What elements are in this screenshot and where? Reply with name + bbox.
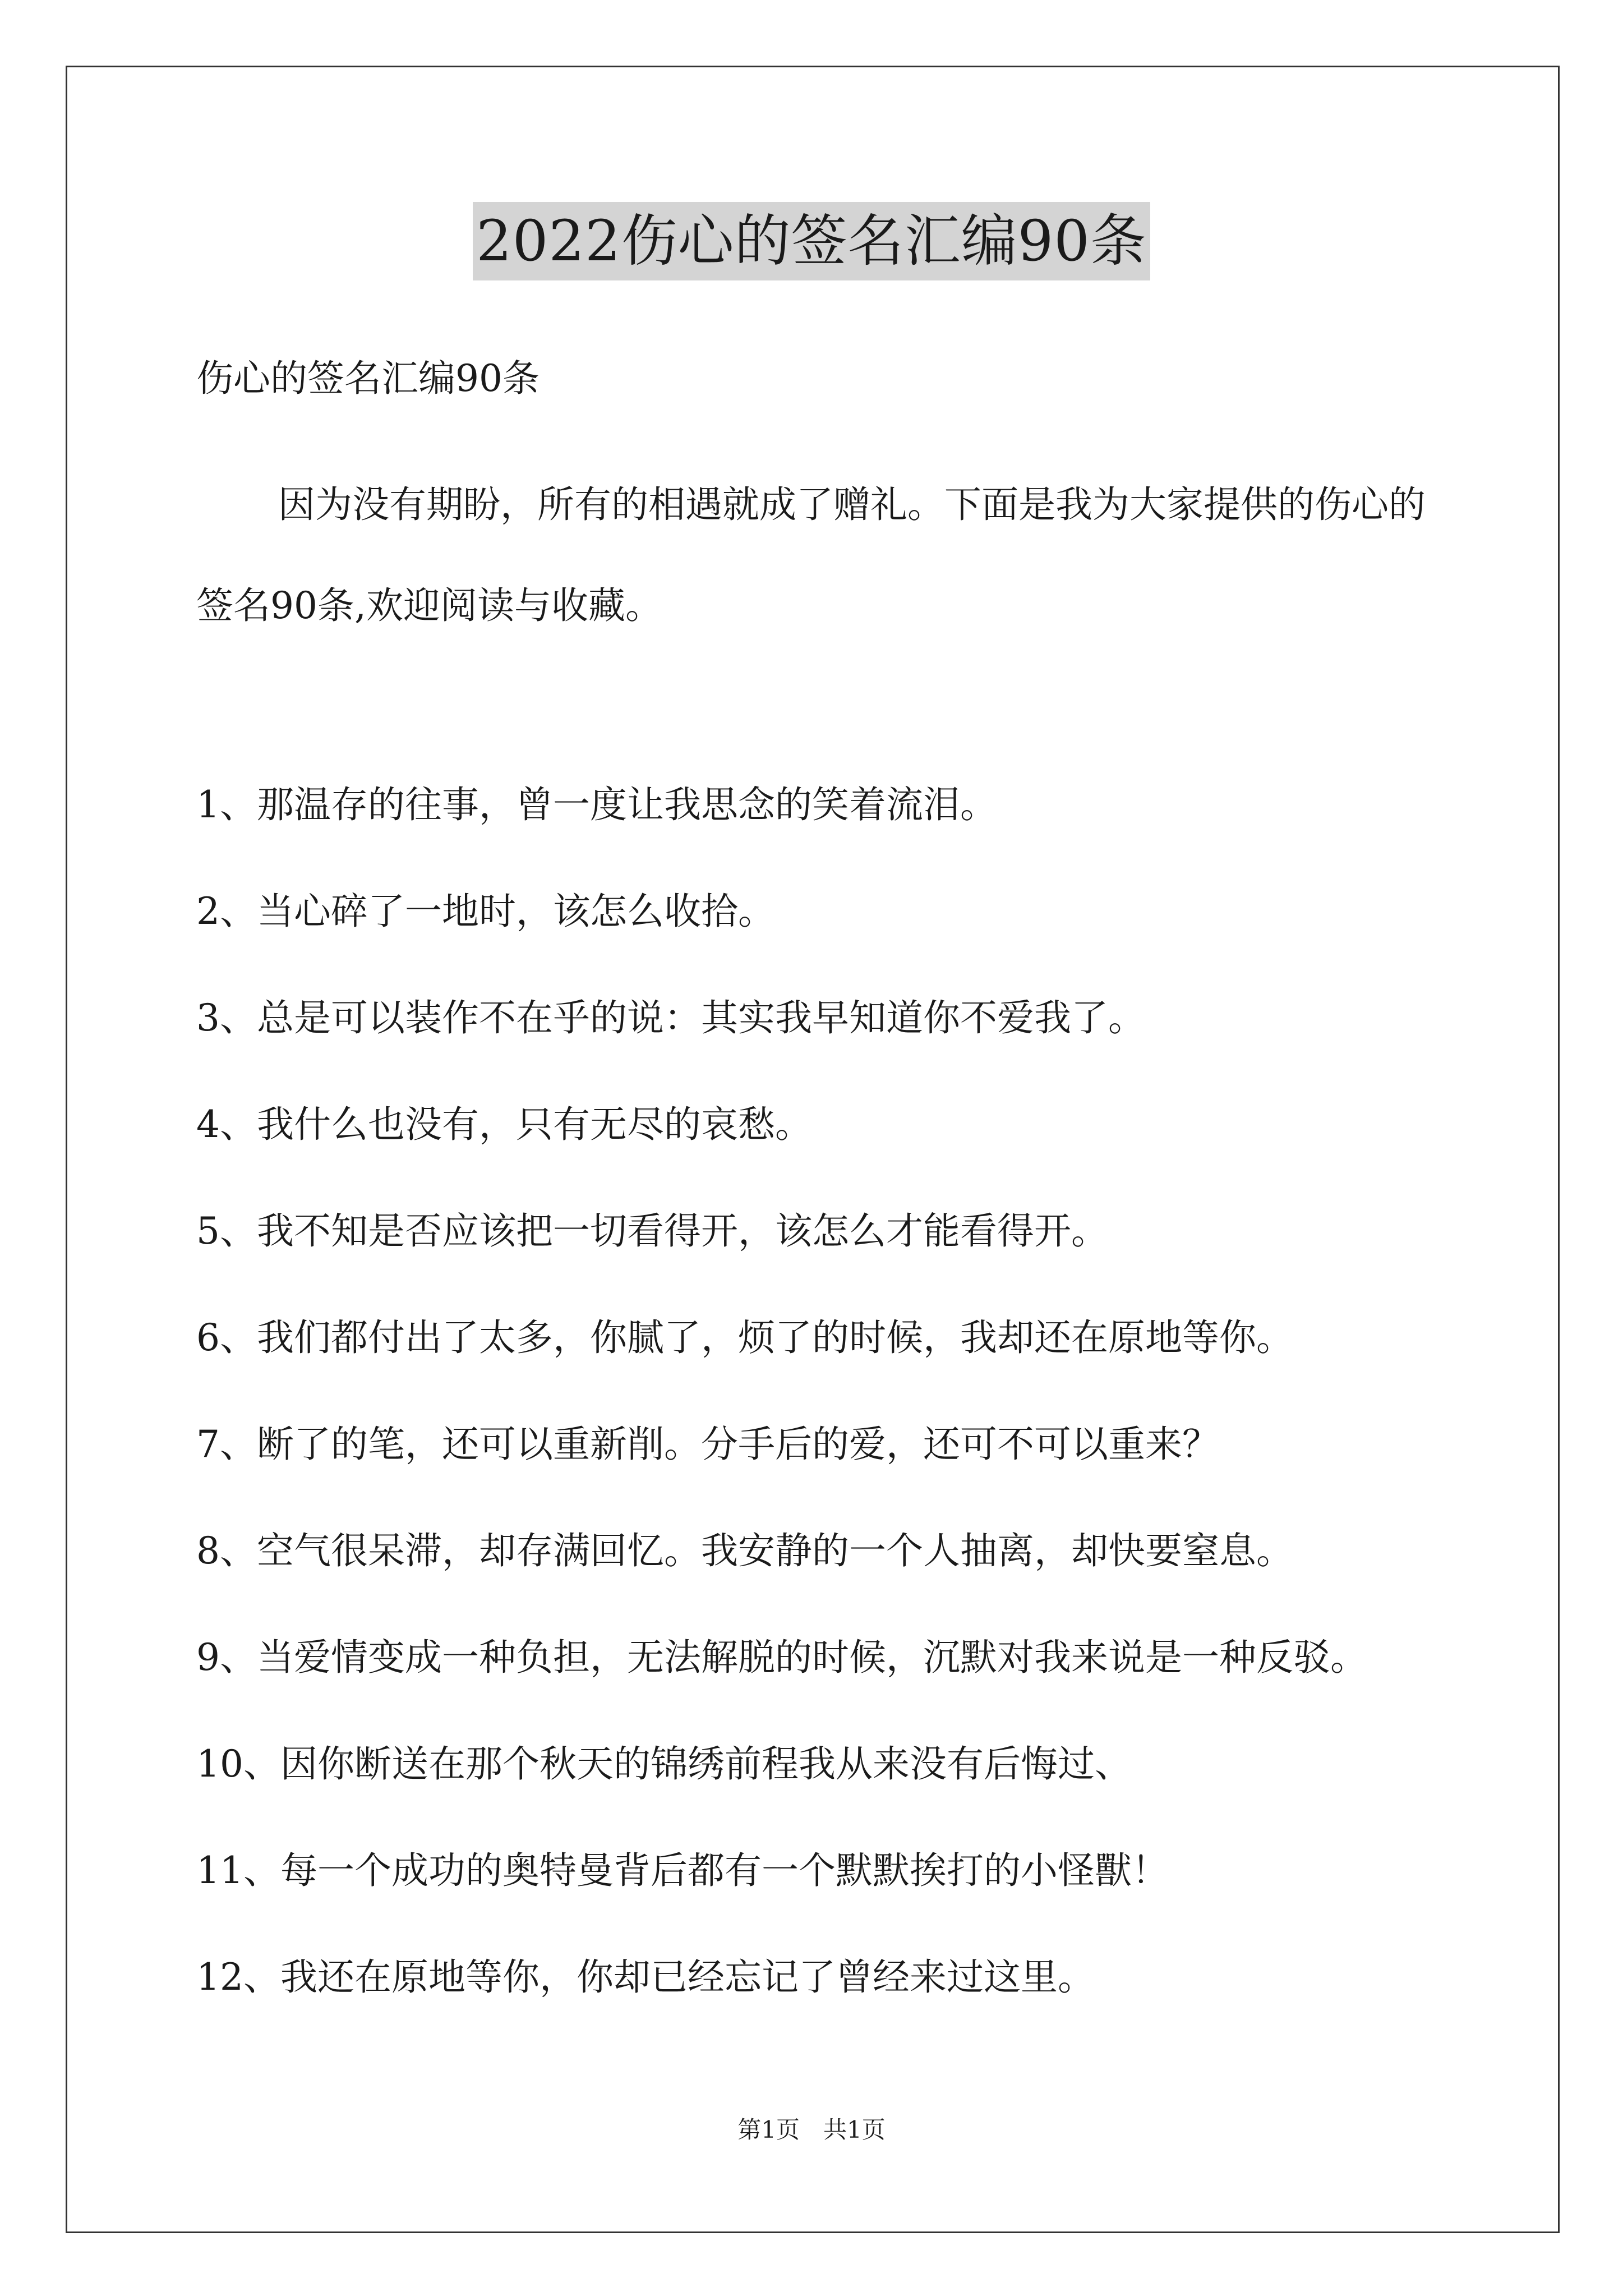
title-container xyxy=(0,202,1623,280)
list-item: 12、我还在原地等你，你却已经忘记了曾经来过这里。 xyxy=(196,1955,1095,1999)
list-item: 8、空气很呆滞，却存满回忆。我安静的一个人抽离，却快要窒息。 xyxy=(196,1529,1293,1572)
list-item: 5、我不知是否应该把一切看得开，该怎么才能看得开。 xyxy=(196,1209,1108,1253)
intro-paragraph: 因为没有期盼，所有的相遇就成了赠礼。下面是我为大家提供的伤心的签名90条,欢迎阅读与收藏。 xyxy=(196,483,1426,627)
document-subtitle: 伤心的签名汇编90条 xyxy=(196,357,540,400)
list-item: 1、那温存的往事，曾一度让我思念的笑着流泪。 xyxy=(196,783,997,826)
list-item: 9、当爱情变成一种负担，无法解脱的时候，沉默对我来说是一种反驳。 xyxy=(196,1636,1367,1679)
document-title: 2022伤心的签名汇编90条 xyxy=(473,202,1150,280)
page-footer: 第1页 共1页 xyxy=(737,2116,886,2143)
list-item: 11、每一个成功的奥特曼背后都有一个默默挨打的小怪獸！ xyxy=(196,1849,1169,1892)
list-item: 4、我什么也没有，只有无尽的哀愁。 xyxy=(196,1103,812,1146)
list-item: 10、因你断送在那个秋天的锦绣前程我从来没有后悔过、 xyxy=(196,1742,1132,1786)
list-item: 3、总是可以装作不在乎的说：其实我早知道你不爱我了。 xyxy=(196,996,1145,1039)
list-item: 7、断了的笔，还可以重新削。分手后的爱，还可不可以重来？ xyxy=(196,1423,1219,1466)
signature-list xyxy=(196,777,1367,2056)
list-item: 6、我们都付出了太多，你腻了，烦了的时候，我却还在原地等你。 xyxy=(196,1316,1293,1359)
list-item: 2、当心碎了一地时，该怎么收拾。 xyxy=(196,890,775,933)
